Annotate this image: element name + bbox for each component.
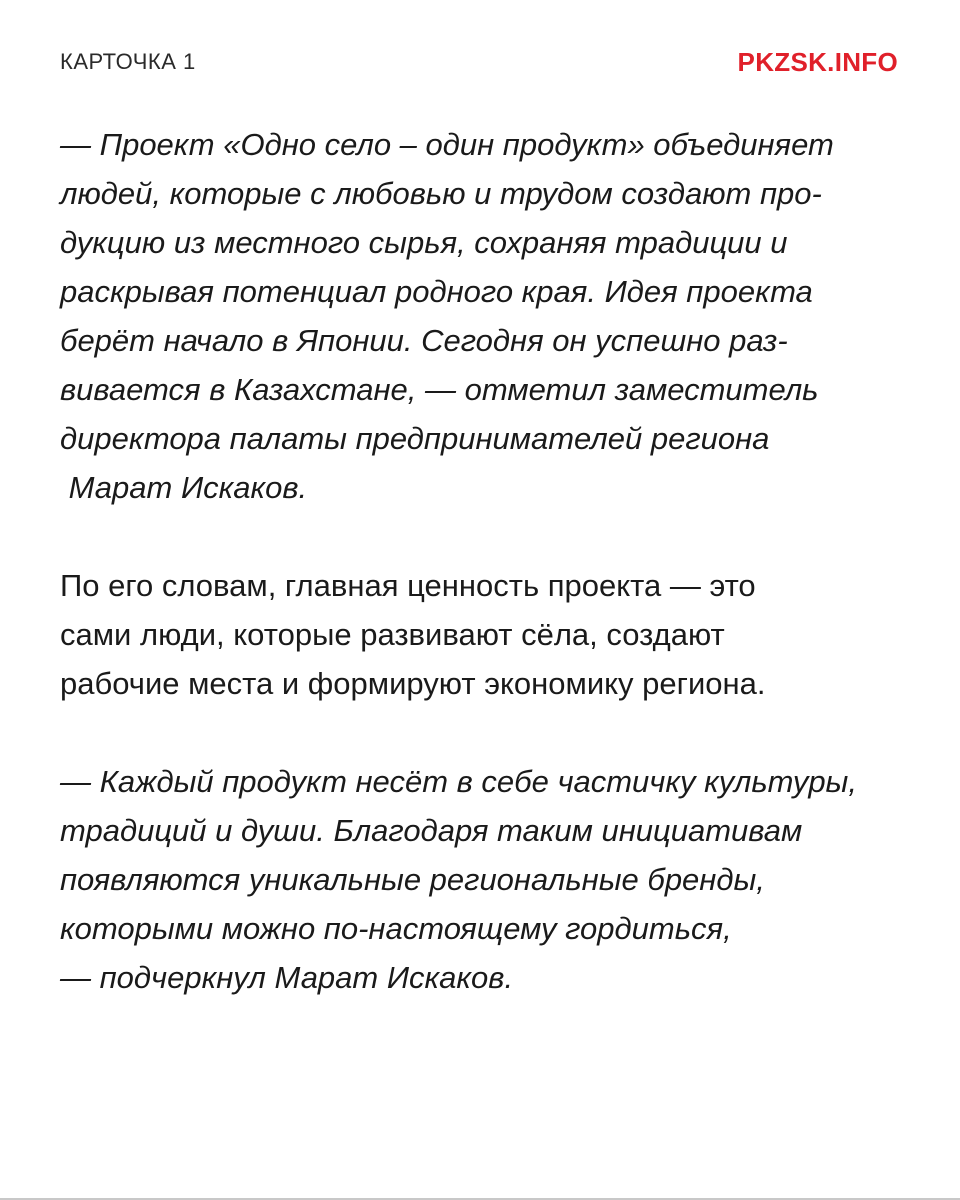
text-line: — Проект «Одно село – один продукт» объединяет bbox=[60, 127, 834, 162]
body-paragraph-2 bbox=[60, 561, 880, 708]
article-body bbox=[60, 120, 880, 1002]
text-line: людей, которые с любовью и трудом создают про- bbox=[60, 176, 822, 211]
text-line: директора палаты предпринимателей региона bbox=[60, 421, 770, 456]
paragraph-spacer bbox=[60, 512, 880, 561]
paragraph-spacer bbox=[60, 708, 880, 757]
text-line: По его словам, главная ценность проекта — это bbox=[60, 568, 756, 603]
quote-paragraph-3 bbox=[60, 757, 880, 1002]
text-line: Марат Искаков. bbox=[60, 470, 308, 505]
text-line: берёт начало в Японии. Сегодня он успешно раз- bbox=[60, 323, 788, 358]
text-line: вивается в Казахстане, — отметил заместитель bbox=[60, 372, 819, 407]
text-line: дукцию из местного сырья, сохраняя традиции и bbox=[60, 225, 788, 260]
text-line: рабочие места и формируют экономику региона. bbox=[60, 666, 766, 701]
quote-paragraph-1 bbox=[60, 120, 880, 512]
text-line: сами люди, которые развивают сёла, создают bbox=[60, 617, 725, 652]
text-line: — подчеркнул Марат Искаков. bbox=[60, 960, 514, 995]
text-line: появляются уникальные региональные бренды, bbox=[60, 862, 765, 897]
site-brand-logo[interactable]: PKZSK.INFO bbox=[737, 46, 898, 77]
text-line: — Каждый продукт несёт в себе частичку культуры, bbox=[60, 764, 857, 799]
card-header bbox=[60, 44, 898, 80]
text-line: которыми можно по-настоящему гордиться, bbox=[60, 911, 732, 946]
text-line: раскрывая потенциал родного края. Идея проекта bbox=[60, 274, 813, 309]
text-line: традиций и души. Благодаря таким инициативам bbox=[60, 813, 803, 848]
card-number-label: КАРТОЧКА 1 bbox=[60, 49, 196, 74]
